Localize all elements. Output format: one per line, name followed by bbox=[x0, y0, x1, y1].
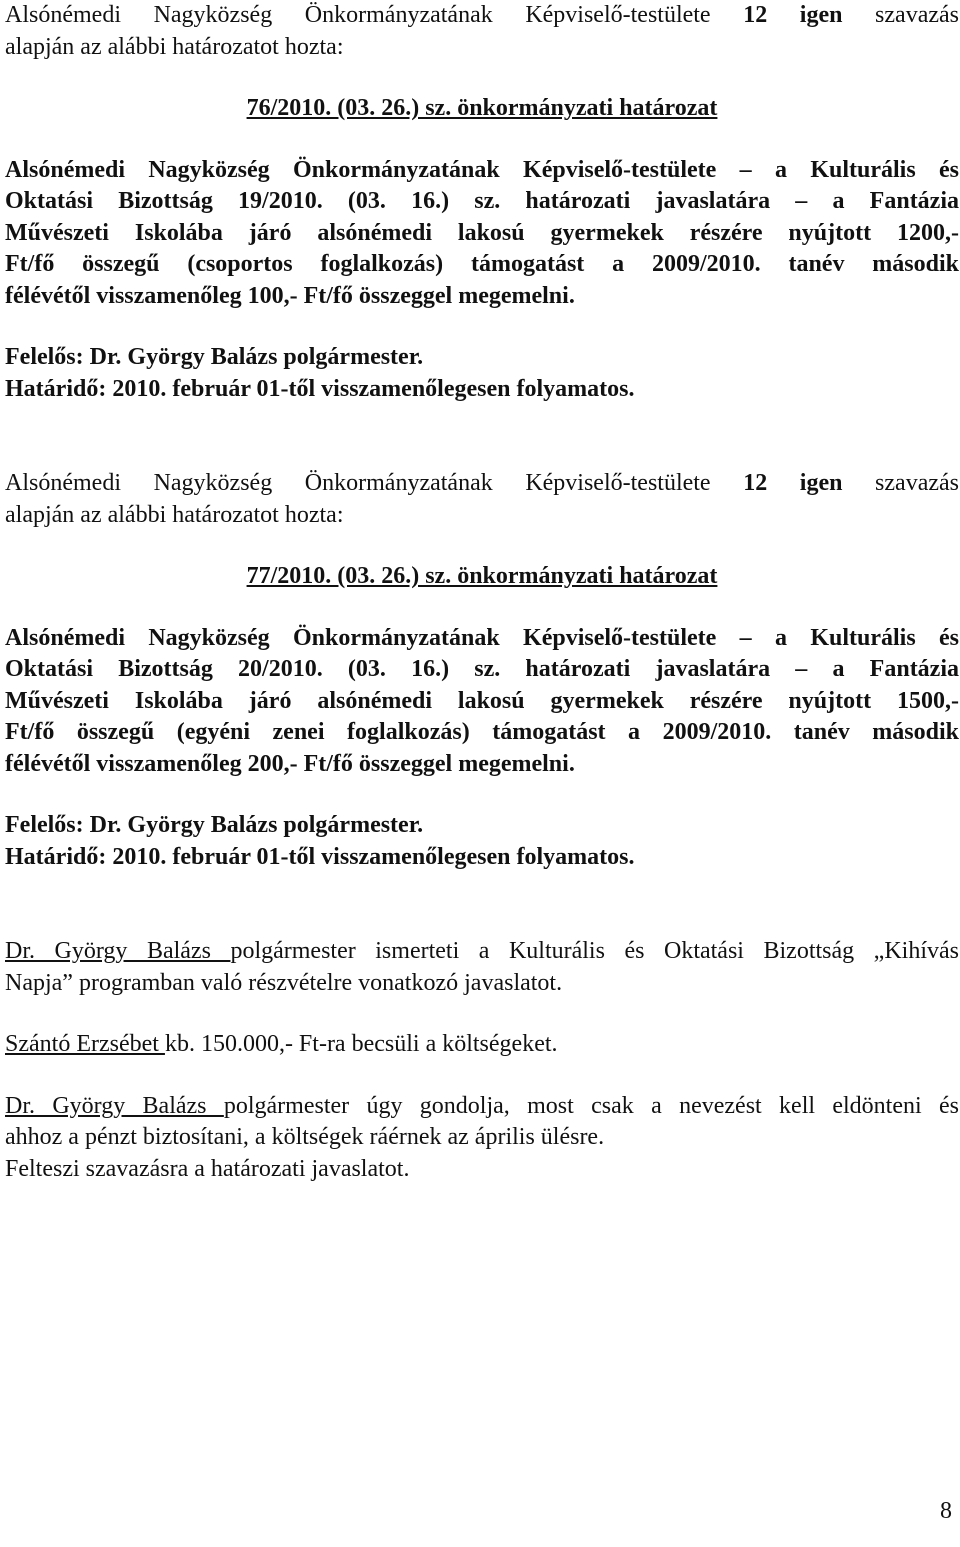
vote-intro bbox=[5, 468, 959, 531]
body-line: Művészeti Iskolába járó alsónémedi lakosú gyermekek részére nyújtott 1200,- bbox=[5, 219, 959, 246]
body-line: Oktatási Bizottság 19/2010. (03. 16.) sz. határozati javaslatára – a Fantázia bbox=[5, 188, 959, 214]
body-line: Művészeti Iskolába járó alsónémedi lakosú gyermekek részére nyújtott 1500,- bbox=[5, 687, 959, 714]
speech-text: polgármester ismerteti a Kulturális és Oktatási Bizottság „Kihívás bbox=[230, 938, 959, 964]
responsible-line: Felelős: Dr. György Balázs polgármester. bbox=[5, 344, 424, 370]
resolution-block-77 bbox=[5, 468, 959, 873]
speech-text: Napja” programban való részvételre vonatkozó javaslatot. bbox=[5, 969, 563, 996]
deadline-line: Határidő: 2010. február 01-től visszamenőlegesen folyamatos. bbox=[5, 843, 635, 870]
discussion-paragraph-1 bbox=[5, 936, 959, 999]
body-line: Ft/fő összegű (csoportos foglalkozás) támogatást a 2009/2010. tanév második bbox=[5, 251, 959, 277]
body-line: Alsónémedi Nagyközség Önkormányzatának Képviselő-testülete – a Kulturális és bbox=[5, 156, 959, 183]
vote-intro bbox=[5, 0, 959, 63]
intro-text: Alsónémedi Nagyközség Önkormányzatának Képviselő-testülete bbox=[5, 470, 711, 496]
vote-szavazas: szavazás bbox=[875, 2, 959, 28]
intro-line2: alapján az alábbi határozatot hozta: bbox=[5, 33, 344, 60]
discussion-section bbox=[5, 936, 959, 1185]
intro-line2: alapján az alábbi határozatot hozta: bbox=[5, 501, 344, 528]
discussion-paragraph-2 bbox=[5, 1029, 959, 1061]
vote-igen: igen bbox=[799, 470, 843, 496]
resolution-body bbox=[5, 155, 959, 313]
responsible-line: Felelős: Dr. György Balázs polgármester. bbox=[5, 812, 424, 838]
speaker-name: Dr. György Balázs bbox=[5, 938, 231, 964]
speaker-name: Dr. György Balázs bbox=[5, 1092, 224, 1119]
body-line: Alsónémedi Nagyközség Önkormányzatának Képviselő-testülete – a Kulturális és bbox=[5, 624, 959, 651]
speaker-name: Szántó Erzsébet bbox=[5, 1031, 165, 1057]
speech-text: ahhoz a pénzt biztosítani, a költségek ráérnek az április ülésre. bbox=[5, 1124, 605, 1150]
resolution-title: 77/2010. (03. 26.) sz. önkormányzati határozat bbox=[246, 563, 718, 589]
speech-text: polgármester úgy gondolja, most csak a nevezést kell eldönteni és bbox=[223, 1092, 959, 1119]
vote-count: 12 bbox=[743, 470, 768, 496]
document-page bbox=[5, 0, 959, 1185]
body-line: félévétől visszamenőleg 200,- Ft/fő összeggel megemelni. bbox=[5, 750, 575, 777]
body-line: Ft/fő összegű (egyéni zenei foglalkozás) támogatást a 2009/2010. tanév második bbox=[5, 719, 959, 745]
discussion-paragraph-3 bbox=[5, 1091, 959, 1186]
vote-igen: igen bbox=[799, 2, 843, 28]
intro-text: Alsónémedi Nagyközség Önkormányzatának Képviselő-testülete bbox=[5, 2, 711, 28]
vote-count: 12 bbox=[743, 2, 768, 28]
resolution-block-76 bbox=[5, 0, 959, 405]
resolution-title: 76/2010. (03. 26.) sz. önkormányzati határozat bbox=[246, 95, 718, 121]
speech-text: kb. 150.000,- Ft-ra becsüli a költségeket. bbox=[164, 1031, 558, 1057]
deadline-line: Határidő: 2010. február 01-től visszamenőlegesen folyamatos. bbox=[5, 375, 635, 402]
resolution-body bbox=[5, 623, 959, 781]
speech-text: Felteszi szavazásra a határozati javaslatot. bbox=[5, 1155, 410, 1182]
body-line: félévétől visszamenőleg 100,- Ft/fő összeggel megemelni. bbox=[5, 282, 575, 309]
vote-szavazas: szavazás bbox=[875, 470, 959, 496]
page-number: 8 bbox=[940, 1498, 952, 1524]
body-line: Oktatási Bizottság 20/2010. (03. 16.) sz. határozati javaslatára – a Fantázia bbox=[5, 656, 959, 682]
